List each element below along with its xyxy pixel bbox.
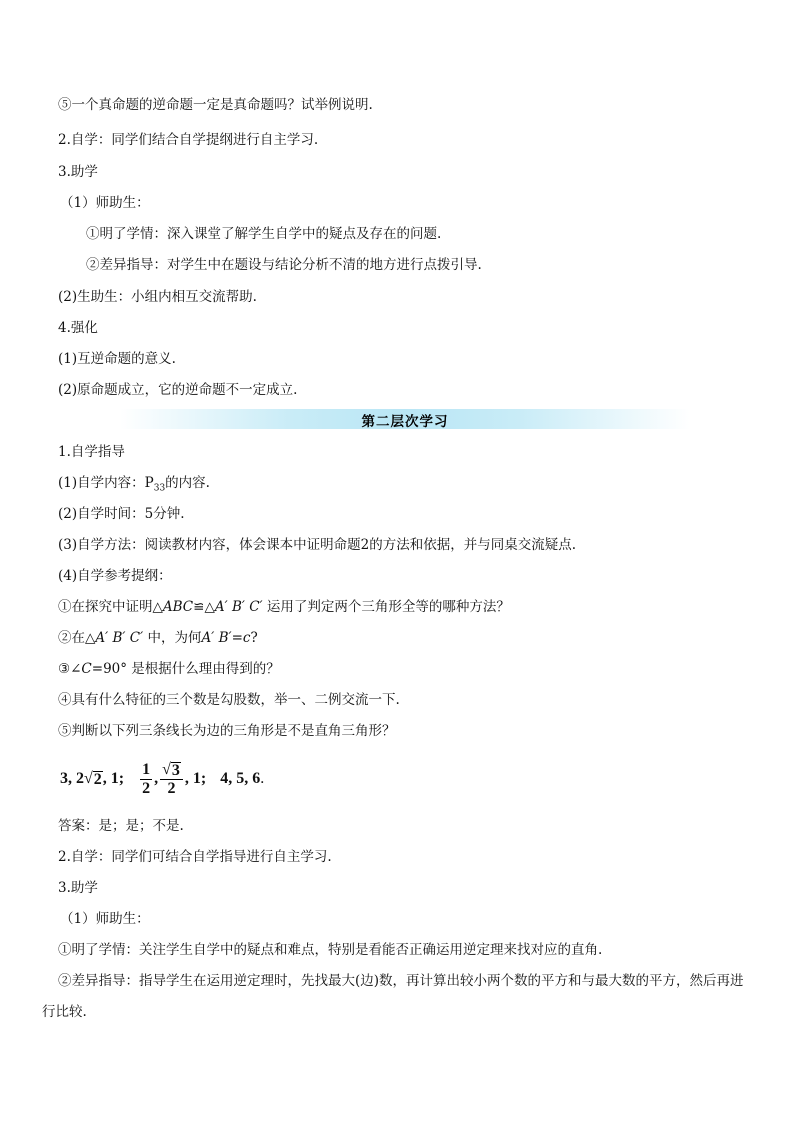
- math-span: ABC: [162, 599, 194, 615]
- text-span: (1)自学内容：P: [58, 475, 154, 491]
- sqrt-expression: [162, 761, 181, 779]
- text-line: [58, 629, 258, 647]
- text-line: 4.强化: [58, 320, 98, 336]
- text-span: ?: [250, 630, 258, 646]
- formula-part: 4, 5, 6: [220, 770, 261, 787]
- text-line: 2.自学：同学们可结合自学指导进行自主学习.: [58, 849, 332, 865]
- text-line: (1)互逆命题的意义.: [58, 351, 176, 367]
- denominator: 2: [142, 779, 151, 797]
- text-span: ②在△: [58, 630, 96, 646]
- fraction: [140, 761, 152, 798]
- text-line: (2)生助生：小组内相互交流帮助.: [58, 289, 257, 305]
- text-line: (3)自学方法：阅读教材内容，体会课本中证明命题2的方法和依据，并与同桌交流疑点.: [58, 537, 577, 553]
- text-line: (2)原命题成立，它的逆命题不一定成立.: [58, 382, 298, 398]
- section-banner: [120, 409, 690, 429]
- math-span: c: [242, 630, 251, 646]
- text-line: （1）师助生：: [60, 195, 150, 211]
- text-span: 的内容.: [165, 475, 210, 491]
- text-line: ①明了学情：关注学生自学中的疑点和难点，特别是看能否正确运用逆定理来找对应的直角.: [58, 942, 603, 958]
- sqrt-expression: [84, 770, 103, 788]
- formula-part: .: [260, 770, 265, 787]
- text-line: (4)自学参考提纲：: [58, 568, 172, 584]
- text-line: [58, 660, 280, 678]
- text-line: 2.自学：同学们结合自学提纲进行自主学习.: [58, 132, 319, 148]
- text-line: [58, 474, 210, 498]
- text-span: =90° 是根据什么理由得到的？: [91, 661, 280, 677]
- text-line: （1）师助生：: [60, 911, 150, 927]
- text-line: 3.助学: [58, 164, 98, 180]
- text-line: ⑤一个真命题的逆命题一定是真命题吗？试举例说明.: [58, 97, 373, 113]
- math-span: A′ B′: [201, 630, 232, 646]
- text-line: ⑤判断以下列三条线长为边的三角形是不是直角三角形？: [58, 723, 396, 739]
- denominator: 2: [167, 779, 176, 797]
- fraction: [160, 761, 183, 798]
- numerator: [160, 761, 183, 780]
- formula-part: , 1;: [102, 770, 125, 787]
- text-line: ①明了学情：深入课堂了解学生自学中的疑点及存在的问题.: [86, 226, 442, 242]
- text-span: 运用了判定两个三角形全等的哪种方法？: [262, 599, 510, 615]
- text-span: =: [231, 630, 243, 646]
- formula-part: 3, 2: [60, 770, 84, 787]
- text-line: [58, 598, 510, 616]
- math-span: A′ B′ C′: [214, 599, 263, 615]
- text-line: 3.助学: [58, 880, 98, 896]
- formula-part: , 1;: [184, 770, 207, 787]
- text-line: ②差异指导：指导学生在运用逆定理时，先找最大(边)数，再计算出较小两个数的平方和与最大数的平方，然后再进: [58, 973, 744, 989]
- text-span: ①在探究中证明△: [58, 599, 163, 615]
- text-span: ③∠: [58, 661, 82, 677]
- formula-part: ,: [154, 770, 159, 787]
- numerator: 1: [142, 760, 151, 778]
- sqrt-sign: √: [84, 770, 93, 787]
- page-subscript: 33: [153, 483, 166, 494]
- sqrt-sign: √: [162, 760, 171, 778]
- formula: [60, 757, 264, 801]
- text-line: 1.自学指导: [58, 444, 125, 460]
- math-span: A′ B′ C′: [95, 630, 144, 646]
- text-span: ≌△: [193, 599, 215, 615]
- text-span: 中，为何: [143, 630, 202, 646]
- text-line: (2)自学时间：5分钟.: [58, 506, 185, 522]
- text-line: 行比较.: [42, 1004, 87, 1020]
- section-title: 第二层次学习: [361, 414, 449, 430]
- radicand: 2: [93, 771, 102, 788]
- math-span: C: [81, 661, 92, 677]
- radicand: 3: [171, 761, 180, 779]
- text-line: ②差异指导：对学生中在题设与结论分析不清的地方进行点拨引导.: [86, 257, 482, 273]
- text-line: 答案：是；是；不是.: [58, 818, 184, 834]
- text-line: ④具有什么特征的三个数是勾股数，举一、二例交流一下.: [58, 692, 400, 708]
